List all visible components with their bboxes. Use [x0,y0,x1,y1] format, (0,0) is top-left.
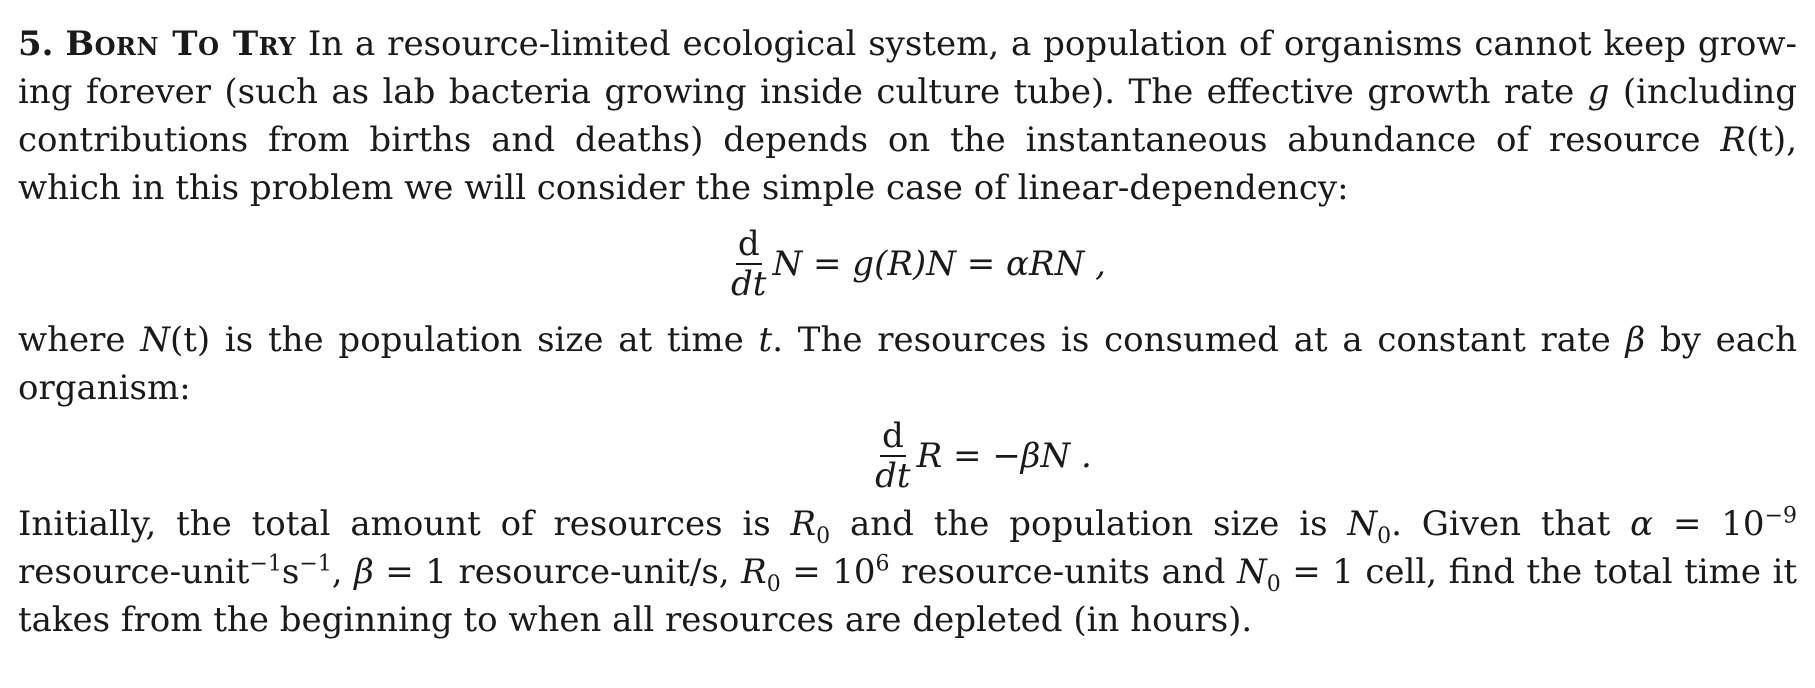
unit-exponent-1: −1 [249,551,282,577]
intro-text: In a resource-limited ecological system, a population of organisms cannot keep grow-ing forever (such as lab bacteria growing inside culture tube). The effective growth rate [18,24,1797,112]
intro-text-3: (t), which in this problem we will consider the simple case of linear-dependency: [18,120,1797,208]
r0-subscript-2: 0 [766,571,781,597]
final-text-11: = 1 cell, find the total time it takes from the beginning to when all resources are depleted (in hours). [18,552,1798,640]
n0-subscript: 0 [1377,523,1392,549]
final-text-8: = 1 resource-unit/s, [385,552,730,592]
beta-var-2: β [354,552,374,592]
problem-number: 5. [18,24,54,64]
fraction-numerator: d [737,224,760,264]
intro-text-2: (including contributions from births and deaths) depends on the instantaneous abundance of resource [18,72,1797,160]
n0-subscript-2: 0 [1266,571,1281,597]
middle-text-2: (t) is the population size at time [170,320,744,360]
derivative-fraction [729,225,768,303]
r0-exponent: 6 [875,551,890,577]
derivative-fraction [873,417,912,495]
problem-intro [18,20,1797,212]
middle-text-4: by each organism: [18,320,1797,408]
final-text-5: resource-unit [18,552,250,592]
final-text-4: = 10 [1672,504,1765,544]
problem-final [18,500,1797,644]
middle-text-3: . The resources is consumed at a constant rate [772,320,1611,360]
final-text-3: . Given that [1391,504,1611,544]
final-text-10: resource-units and [901,552,1226,592]
unit-exponent-2: −1 [299,551,332,577]
final-text-7: , [331,552,343,592]
fraction-denominator: dt [875,456,911,496]
equation-growth-body: N = g(R)N = αRN , [772,244,1106,284]
final-text-2: and the population size is [849,504,1328,544]
resource-var: R [1720,120,1746,160]
problem-title: Born To Try [65,24,297,64]
final-text-9: = 10 [792,552,876,592]
n0-var: N [1347,504,1378,544]
r0-var: R [790,504,817,544]
final-text-6: s [281,552,300,592]
fraction-denominator: dt [731,264,767,304]
equation-growth [18,212,1797,316]
time-var: t [758,320,773,360]
beta-var: β [1625,320,1646,360]
fraction-numerator: d [882,416,904,456]
r0-var-2: R [741,552,767,592]
r0-subscript: 0 [816,523,831,549]
alpha-exponent: −9 [1764,503,1797,529]
alpha-var: α [1630,504,1654,544]
n0-var-2: N [1236,552,1267,592]
problem-middle [18,316,1797,412]
growth-rate-var: g [1587,72,1610,112]
equation-consumption-body: R = −βN . [916,436,1092,476]
final-text-1: Initially, the total amount of resources is [18,504,771,544]
equation-consumption [18,412,1797,500]
population-var: N [140,320,170,360]
middle-text-1: where [18,320,126,360]
